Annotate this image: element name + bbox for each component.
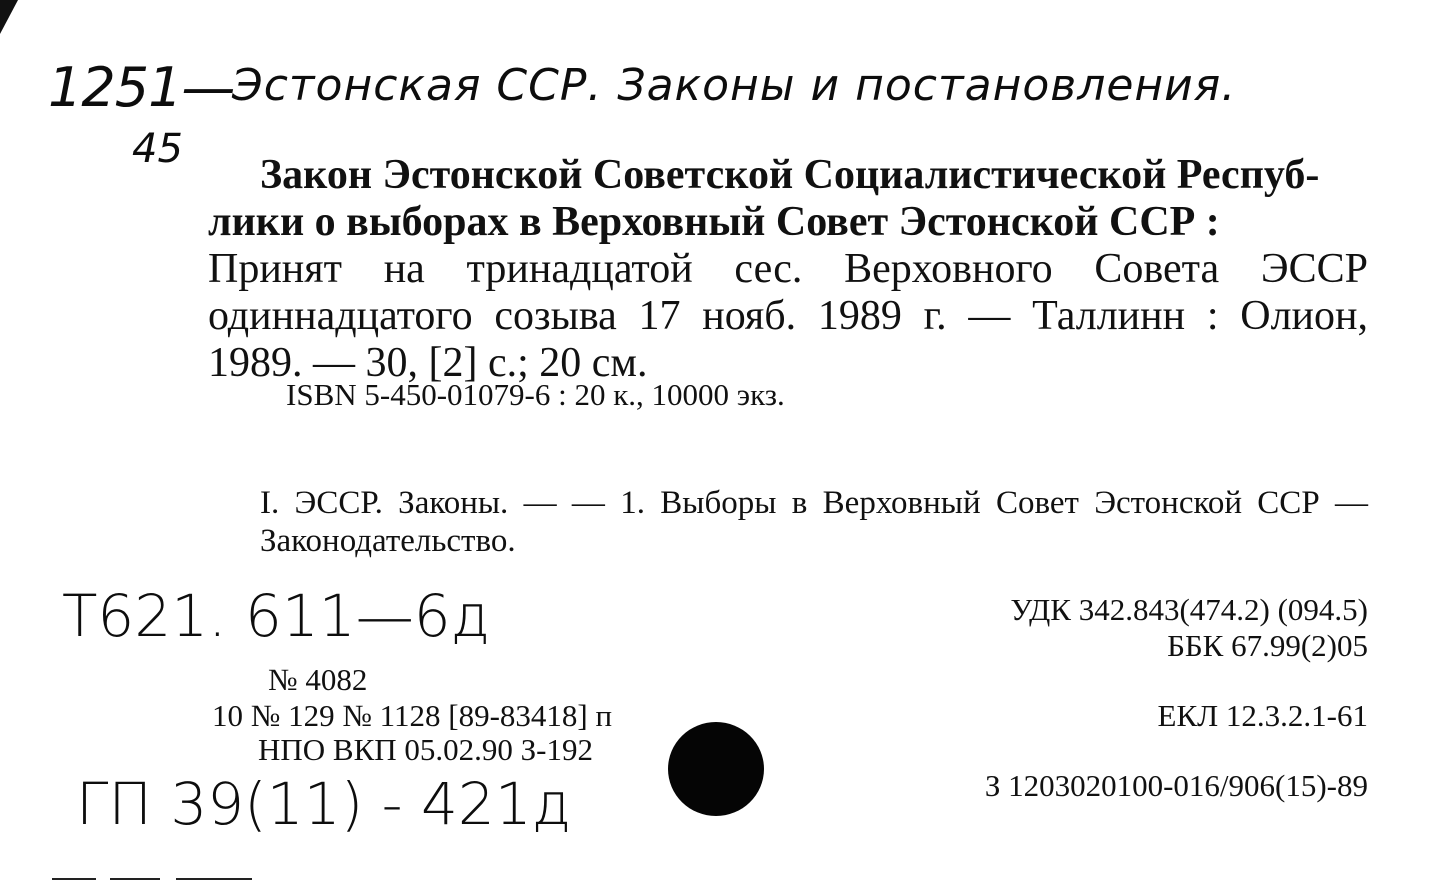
- handwritten-shelf-mark: 1251—: [48, 56, 235, 119]
- subject-text: I. ЭССР. Законы. — — 1. Выборы в Верховный Совет Эстонской ССР — Законодательство.: [260, 485, 1368, 559]
- ink-blot: [668, 722, 764, 816]
- title-line-2: лики о выборах в Верховный Совет Эстонской ССР :: [208, 199, 1220, 245]
- bottom-edge-mark: [110, 878, 160, 880]
- handwritten-subject-heading: Эстонская ССР. Законы и постановления.: [232, 60, 1237, 111]
- print-info-line-2: НПО ВКП 05.02.90 З-192: [258, 732, 594, 767]
- card-number: № 4082: [268, 662, 368, 697]
- classification-block: [1010, 592, 1368, 664]
- handwritten-shelf-mark-sub: 45: [132, 126, 183, 172]
- bbk-code: ББК 67.99(2)05: [1167, 628, 1368, 663]
- bibliographic-description: [208, 152, 1368, 387]
- title-line-1: Закон Эстонской Советской Социалистической Респуб-: [260, 152, 1320, 198]
- bottom-edge-mark: [52, 878, 96, 880]
- publication-details: Принят на тринадцатой сес. Верховного Совета ЭССР одиннадцатого созыва 17 нояб. 1989 г. — Таллинн : Олион, 1989. — 30, [2] с.; 20 см.: [208, 246, 1368, 386]
- bottom-edge-mark: [176, 878, 252, 880]
- handwritten-inventory-code: ГП 39(11) - 421д: [76, 770, 572, 838]
- publisher-code: З 1203020100-016/906(15)-89: [984, 768, 1368, 803]
- handwritten-classification-code: Т621. 611—6д: [62, 582, 490, 650]
- ekl-code: ЕКЛ 12.3.2.1-61: [1157, 698, 1368, 733]
- card-corner-mark: [0, 0, 18, 34]
- print-info-line-1: 10 № 129 № 1128 [89-83418] п: [212, 698, 613, 733]
- udk-code: УДК 342.843(474.2) (094.5): [1010, 592, 1368, 627]
- subject-tracings: [208, 484, 1368, 560]
- isbn-line: ISBN 5-450-01079-6 : 20 к., 10000 экз.: [286, 377, 785, 412]
